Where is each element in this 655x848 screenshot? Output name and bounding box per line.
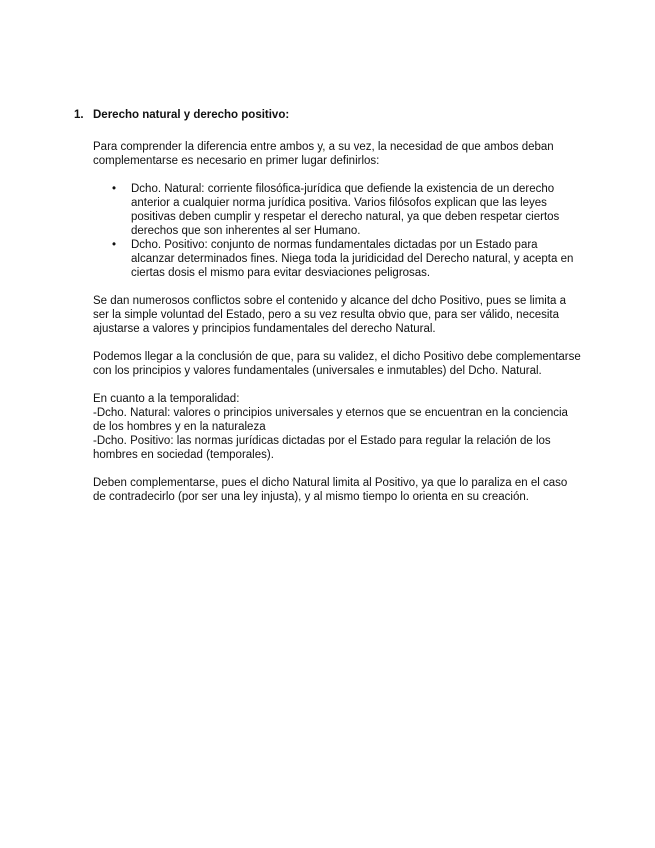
bullet-icon: •: [112, 239, 117, 251]
text-line: de contradecirlo (por ser una ley injusta), y al mismo tiempo lo orienta en su creación.: [93, 491, 529, 503]
text-line: ajustarse a valores y principios fundamentales del derecho Natural.: [93, 323, 436, 335]
text-line: Podemos llegar a la conclusión de que, para su validez, el dicho Positivo debe complementarse: [93, 351, 581, 363]
temporality-paragraph: [93, 392, 603, 462]
text-line: derechos que son inherentes al ser Humano.: [131, 225, 361, 237]
text-line: Dcho. Natural: corriente filosófica-jurídica que defiende la existencia de un derecho: [131, 183, 555, 195]
text-line: -Dcho. Natural: valores o principios universales y eternos que se encuentran en la conciencia: [93, 407, 568, 419]
definitions-list: [93, 182, 603, 280]
list-item-positivo: [93, 238, 603, 280]
text-line: En cuanto a la temporalidad:: [93, 393, 240, 405]
text-line: alcanzar determinados fines. Niega toda la juridicidad del Derecho natural, y acepta en: [131, 253, 574, 265]
text-line: ser la simple voluntad del Estado, pero a su vez resulta obvio que, para ser válido, necesita: [93, 309, 560, 321]
conclusion-paragraph: [93, 350, 603, 378]
text-line: positivas deben cumplir y respetar el derecho natural, ya que deben respetar ciertos: [131, 211, 560, 223]
text-line: Deben complementarse, pues el dicho Natural limita al Positivo, ya que lo paraliza en el caso: [93, 477, 568, 489]
text-line: -Dcho. Positivo: las normas jurídicas dictadas por el Estado para regular la relación de los: [93, 435, 551, 447]
text-line: con los principios y valores fundamentales (universales e inmutables) del Dcho. Natural.: [93, 365, 542, 377]
text-line: anterior a cualquier norma jurídica positiva. Varios filósofos explican que las leyes: [131, 197, 547, 209]
section-title: Derecho natural y derecho positivo:: [93, 109, 290, 121]
text-line: Se dan numerosos conflictos sobre el contenido y alcance del dcho Positivo, pues se limita a: [93, 295, 567, 307]
text-line: Dcho. Positivo: conjunto de normas fundamentales dictadas por un Estado para: [131, 239, 538, 251]
text-line: ciertas dosis el mismo para evitar desviaciones peligrosas.: [131, 267, 431, 279]
complement-paragraph: [93, 476, 603, 504]
intro-paragraph: [93, 140, 603, 168]
list-item-natural: [93, 182, 603, 238]
text-line: de los hombres y en la naturaleza: [93, 421, 266, 433]
bullet-icon: •: [112, 183, 117, 195]
text-line: Para comprender la diferencia entre ambos y, a su vez, la necesidad de que ambos deban: [93, 141, 554, 153]
text-line: complementarse es necesario en primer lugar definirlos:: [93, 155, 380, 167]
document-body: [93, 140, 603, 518]
text-line: hombres en sociedad (temporales).: [93, 449, 274, 461]
section-heading: [74, 108, 289, 122]
section-number: 1.: [74, 109, 84, 121]
conflicts-paragraph: [93, 294, 603, 336]
